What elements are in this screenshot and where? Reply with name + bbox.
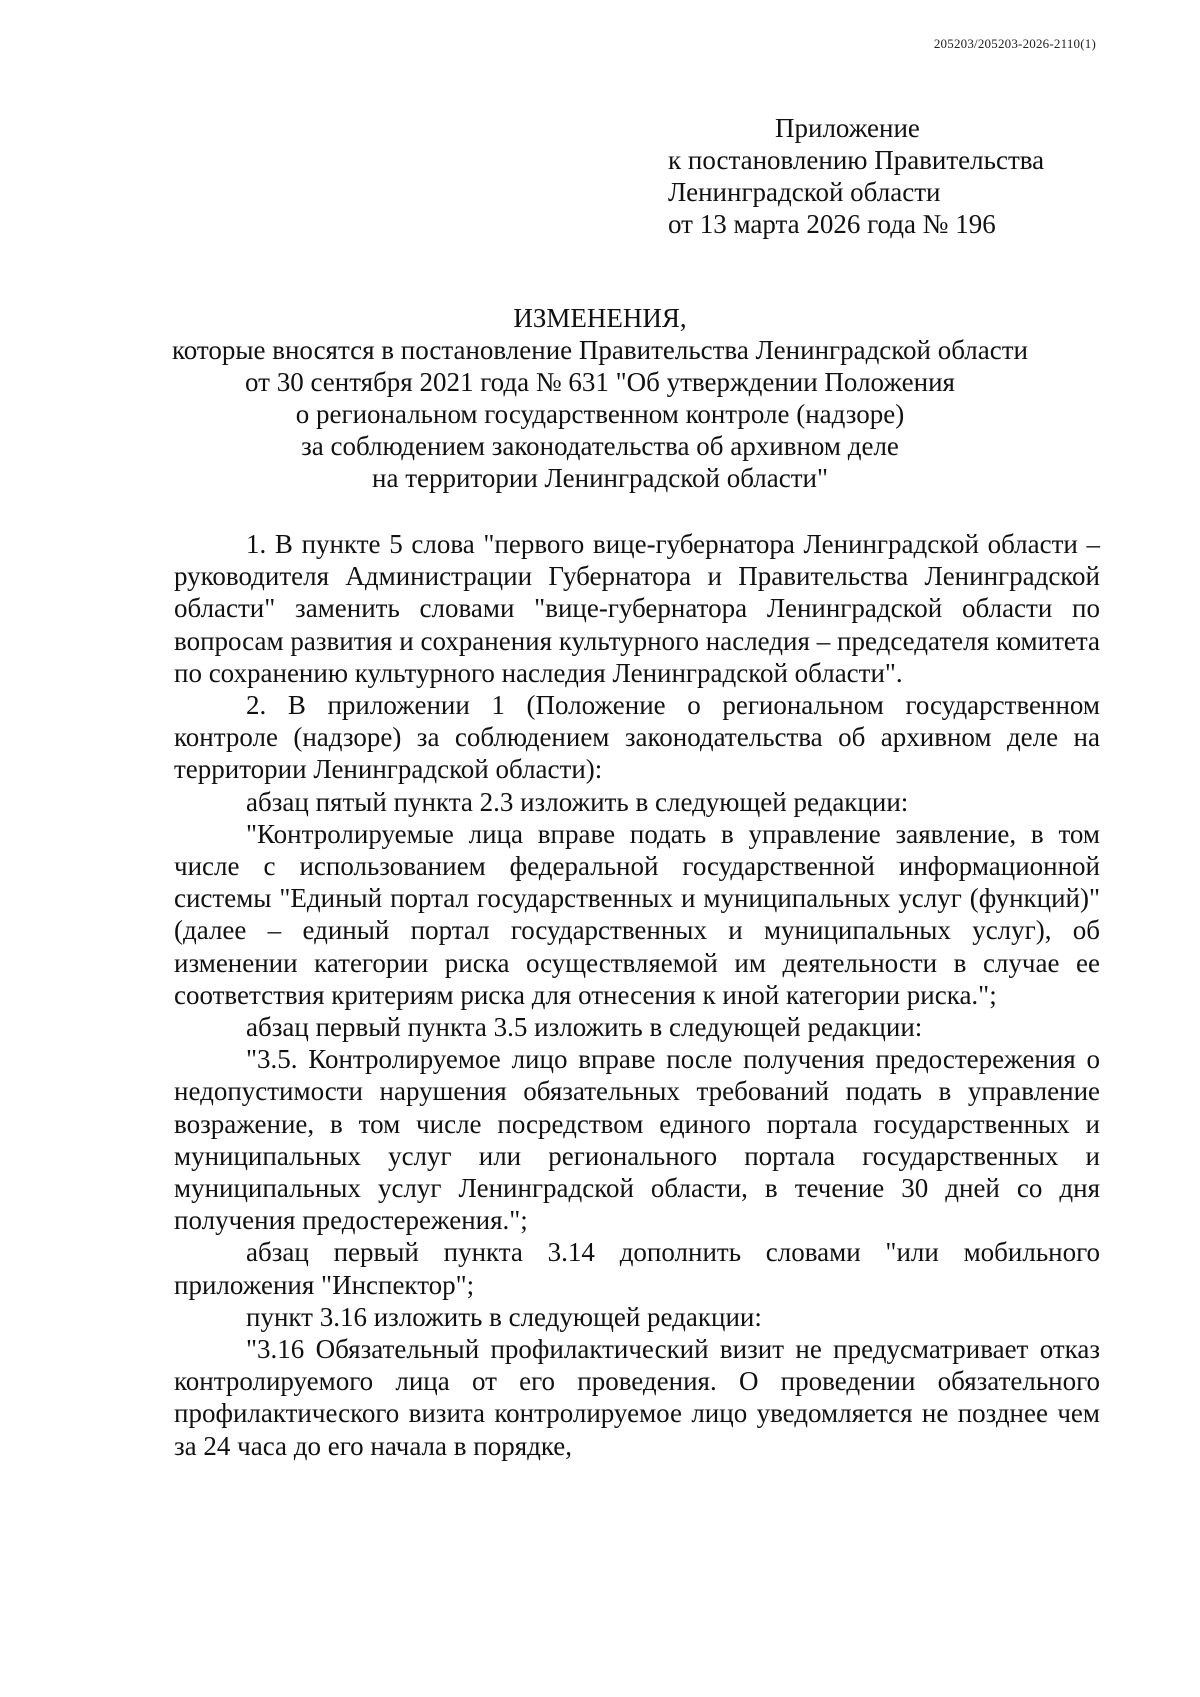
appendix-title: Приложение (775, 113, 920, 143)
title-line: которые вносятся в постановление Правительства Ленинградской области (171, 335, 1028, 365)
appendix-block (668, 112, 1108, 240)
paragraph-4: "Контролируемые лица вправе подать в управление заявление, в том числе с использованием федеральной государственной информационной системы "Единый портал государственных и муниципальных услуг (функций)" (далее – единый портал государственных и муниципальных услуг), об изменении категории риска осуществляемой им деятельности в случае ее соответствия критериям риска для отнесения к иной категории риска."; (174, 818, 1100, 1010)
paragraph-7: абзац первый пункта 3.14 дополнить словами "или мобильного приложения "Инспектор"; (174, 1237, 1100, 1300)
paragraph-3: абзац пятый пункта 2.3 изложить в следующей редакции: (246, 786, 909, 817)
paragraph-6: "3.5. Контролируемое лицо вправе после получения предостережения о недопустимости нарушения обязательных требований подать в управление возражение, в том числе посредством единого портала государственных и муниципальных услуг или регионального портала государственных и муниципальных услуг Ленинградской области, в течение 30 дней со дня получения предостережения."; (174, 1044, 1100, 1236)
appendix-reference: к постановлению Правительства (668, 145, 1045, 175)
title-line: о региональном государственном контроле (надзоре) (295, 399, 905, 429)
title-line: за соблюдением законодательства об архивном деле (301, 431, 899, 461)
paragraph-2: 2. В приложении 1 (Положение о региональном государственном контроле (надзоре) за соблюдением законодательства об архивном деле на территории Ленинградской области): (174, 690, 1100, 785)
title-line: от 30 сентября 2021 года № 631 "Об утверждении Положения (245, 367, 955, 397)
paragraph-8: пункт 3.16 изложить в следующей редакции: (246, 1301, 762, 1332)
paragraph-9: "3.16 Обязательный профилактический визит не предусматривает отказ контролируемого лица от его проведения. О проведении обязательного профилактического визита контролируемое лицо уведомляется не позднее чем за 24 часа до его начала в порядке, (174, 1334, 1100, 1461)
paragraph-5: абзац первый пункта 3.5 изложить в следующей редакции: (246, 1012, 923, 1043)
document-body (174, 528, 1100, 1462)
title-line: на территории Ленинградской области" (372, 463, 828, 493)
appendix-date-number: от 13 марта 2026 года № 196 (668, 209, 996, 239)
paragraph-1: 1. В пункте 5 слова "первого вице-губернатора Ленинградской области – руководителя Администрации Губернатора и Правительства Ленинградской области" заменить словами "вице-губернатора Ленинградской области по вопросам развития и сохранения культурного наследия – председателя комитета по сохранению культурного наследия Ленинградской области". (174, 529, 1100, 688)
title-heading: ИЗМЕНЕНИЯ, (513, 303, 687, 333)
document-title (130, 302, 1070, 494)
document-id: 205203/205203-2026-2110(1) (933, 36, 1096, 51)
appendix-region: Ленинградской области (668, 177, 941, 207)
